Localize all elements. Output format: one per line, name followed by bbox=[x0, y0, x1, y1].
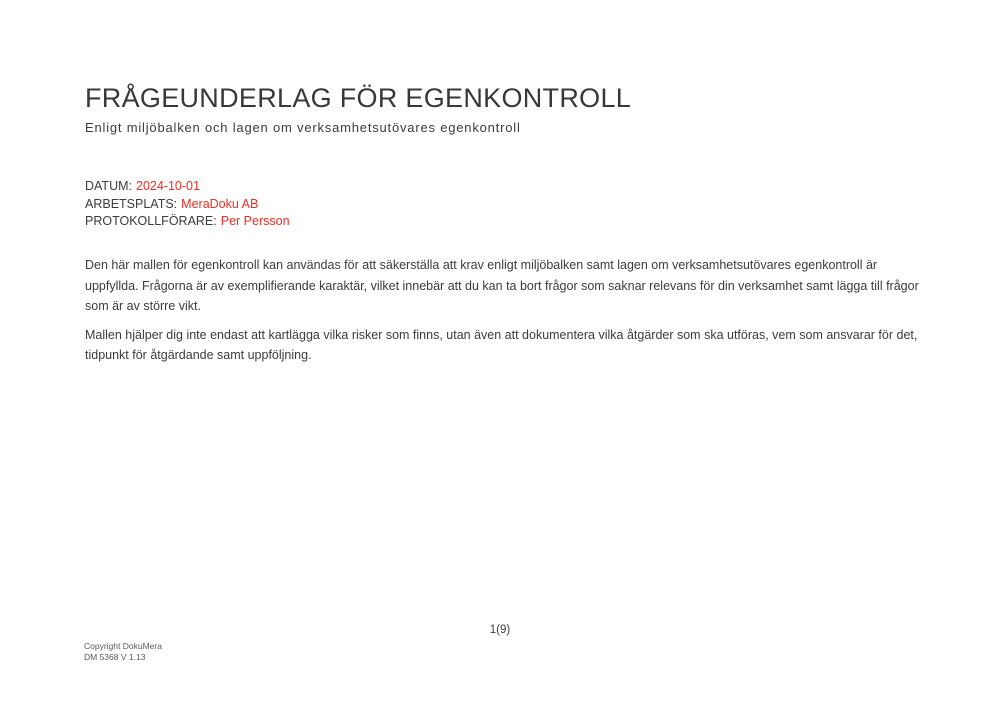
body-paragraph-2: Mallen hjälper dig inte endast att kartlägga vilka risker som finns, utan även att dokumentera vilka åtgärder som ska utföras, vem som ansvarar för det, tidpunkt för åtgärdande samt uppföljning. bbox=[85, 327, 918, 362]
meta-block bbox=[85, 178, 290, 231]
footer-doc-id: DM 5368 V 1.13 bbox=[84, 652, 146, 662]
body-text bbox=[85, 255, 930, 374]
meta-row-arbetsplats bbox=[85, 196, 290, 214]
meta-row-protokollforare bbox=[85, 213, 290, 231]
page-number: 1(9) bbox=[489, 624, 511, 636]
footer-block bbox=[84, 641, 162, 663]
meta-value-protokollforare: Per Persson bbox=[220, 214, 290, 228]
meta-row-datum bbox=[85, 178, 290, 196]
page-title: FRÅGEUNDERLAG FÖR EGENKONTROLL bbox=[85, 83, 632, 113]
meta-value-arbetsplats: MeraDoku AB bbox=[181, 196, 259, 211]
meta-label-datum: DATUM: bbox=[85, 179, 132, 193]
meta-label-protokollforare: PROTOKOLLFÖRARE: bbox=[85, 214, 217, 228]
footer-copyright: Copyright DokuMera bbox=[84, 641, 162, 651]
meta-label-arbetsplats: ARBETSPLATS: bbox=[85, 196, 178, 211]
body-paragraph-1: Den här mallen för egenkontroll kan användas för att säkerställa att krav enligt miljöbalken samt lagen om verksamhetsutövares egenkontroll är uppfyllda. Frågorna är av exemplifierande karaktär, vilket innebär att du kan ta bort frågor som saknar relevans för din verksamhet samt lägga till frågor som är av större vikt. bbox=[85, 258, 919, 313]
page-subtitle: Enligt miljöbalken och lagen om verksamhetsutövares egenkontroll bbox=[85, 120, 521, 135]
meta-value-datum: 2024-10-01 bbox=[136, 179, 200, 193]
